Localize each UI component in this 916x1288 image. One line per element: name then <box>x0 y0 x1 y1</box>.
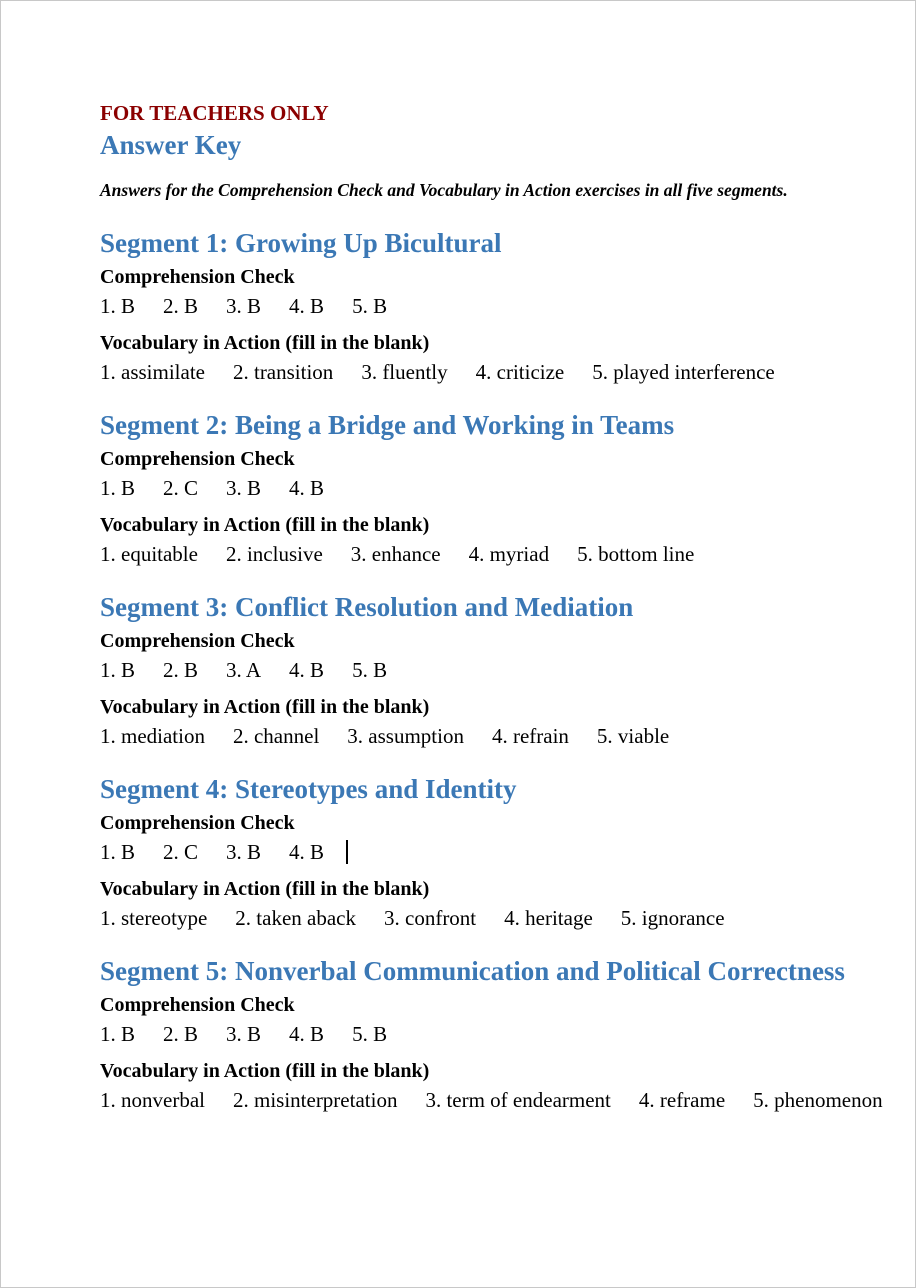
vocabulary-answer: 2. channel <box>232 724 320 748</box>
segment-1 <box>100 227 915 385</box>
comprehension-answer: 4. B <box>289 840 325 864</box>
vocabulary-label: Vocabulary in Action (fill in the blank) <box>100 514 430 536</box>
comprehension-answer: 1. B <box>100 658 136 682</box>
vocabulary-label: Vocabulary in Action (fill in the blank) <box>100 696 430 718</box>
vocabulary-answer: 5. played interference <box>592 360 775 384</box>
comprehension-answer: 1. B <box>100 476 136 500</box>
comprehension-answer: 1. B <box>100 294 136 318</box>
comprehension-answers <box>100 657 915 683</box>
comprehension-answer: 1. B <box>100 1022 136 1046</box>
comprehension-check-label: Comprehension Check <box>100 812 295 834</box>
vocabulary-label: Vocabulary in Action (fill in the blank) <box>100 878 430 900</box>
segment-title: Segment 4: Stereotypes and Identity <box>100 774 517 804</box>
vocabulary-answer: 5. phenomenon <box>753 1088 883 1112</box>
comprehension-check-label: Comprehension Check <box>100 266 295 288</box>
comprehension-answers <box>100 1021 915 1047</box>
answer-key-title: Answer Key <box>100 130 242 160</box>
vocabulary-answer: 2. misinterpretation <box>232 1088 398 1112</box>
segments-list <box>100 227 915 1113</box>
comprehension-answer: 3. B <box>226 1022 262 1046</box>
vocabulary-answer: 5. bottom line <box>577 542 695 566</box>
segment-title: Segment 5: Nonverbal Communication and Political Correctness <box>100 956 845 986</box>
vocabulary-answer: 3. enhance <box>350 542 441 566</box>
comprehension-answers <box>100 293 915 319</box>
comprehension-answer: 3. B <box>226 476 262 500</box>
comprehension-answer: 2. B <box>163 658 199 682</box>
vocabulary-answer: 4. myriad <box>468 542 550 566</box>
segment-2 <box>100 409 915 567</box>
vocabulary-answer: 5. ignorance <box>620 906 725 930</box>
segment-3 <box>100 591 915 749</box>
comprehension-answers <box>100 475 915 501</box>
comprehension-answers <box>100 839 915 865</box>
comprehension-answer: 2. C <box>163 476 199 500</box>
vocabulary-answers <box>100 723 915 749</box>
vocabulary-answer: 3. fluently <box>361 360 448 384</box>
segment-4 <box>100 773 915 931</box>
comprehension-answer: 2. B <box>163 294 199 318</box>
segment-5 <box>100 955 915 1113</box>
comprehension-answer: 5. B <box>352 294 388 318</box>
vocabulary-answer: 3. confront <box>384 906 477 930</box>
vocabulary-answer: 4. heritage <box>504 906 593 930</box>
vocabulary-answer: 1. nonverbal <box>100 1088 205 1112</box>
vocabulary-answer: 5. viable <box>596 724 670 748</box>
comprehension-check-label: Comprehension Check <box>100 630 295 652</box>
vocabulary-answer: 3. assumption <box>347 724 464 748</box>
segment-title: Segment 2: Being a Bridge and Working in Teams <box>100 410 675 440</box>
vocabulary-answer: 2. inclusive <box>225 542 323 566</box>
comprehension-answer: 4. B <box>289 658 325 682</box>
vocabulary-answer: 2. taken aback <box>235 906 356 930</box>
comprehension-answer: 3. A <box>226 658 262 682</box>
comprehension-answer: 5. B <box>352 1022 388 1046</box>
teachers-only-label: FOR TEACHERS ONLY <box>100 101 329 125</box>
comprehension-check-label: Comprehension Check <box>100 448 295 470</box>
vocabulary-answer: 4. reframe <box>638 1088 726 1112</box>
comprehension-answer: 4. B <box>289 294 325 318</box>
comprehension-answer: 5. B <box>352 658 388 682</box>
vocabulary-answers <box>100 1087 915 1113</box>
vocabulary-answer: 4. criticize <box>475 360 565 384</box>
comprehension-check-label: Comprehension Check <box>100 994 295 1016</box>
vocabulary-label: Vocabulary in Action (fill in the blank) <box>100 332 430 354</box>
document-content <box>100 100 915 1113</box>
vocabulary-answers <box>100 541 915 567</box>
vocabulary-answer: 2. transition <box>232 360 334 384</box>
vocabulary-answer: 1. assimilate <box>100 360 205 384</box>
segment-title: Segment 1: Growing Up Bicultural <box>100 228 502 258</box>
vocabulary-answer: 1. mediation <box>100 724 205 748</box>
vocabulary-answers <box>100 359 915 385</box>
vocabulary-label: Vocabulary in Action (fill in the blank) <box>100 1060 430 1082</box>
vocabulary-answers <box>100 905 915 931</box>
comprehension-answer: 3. B <box>226 840 262 864</box>
comprehension-answer: 3. B <box>226 294 262 318</box>
comprehension-answer: 2. C <box>163 840 199 864</box>
comprehension-answer: 2. B <box>163 1022 199 1046</box>
vocabulary-answer: 3. term of endearment <box>425 1088 611 1112</box>
vocabulary-answer: 1. equitable <box>100 542 198 566</box>
vocabulary-answer: 4. refrain <box>491 724 569 748</box>
segment-title: Segment 3: Conflict Resolution and Mediation <box>100 592 634 622</box>
answer-key-subtitle: Answers for the Comprehension Check and Vocabulary in Action exercises in all five segments. <box>100 180 788 200</box>
vocabulary-answer: 1. stereotype <box>100 906 208 930</box>
comprehension-answer: 4. B <box>289 1022 325 1046</box>
comprehension-answer: 1. B <box>100 840 136 864</box>
text-cursor <box>346 840 348 864</box>
comprehension-answer: 4. B <box>289 476 325 500</box>
